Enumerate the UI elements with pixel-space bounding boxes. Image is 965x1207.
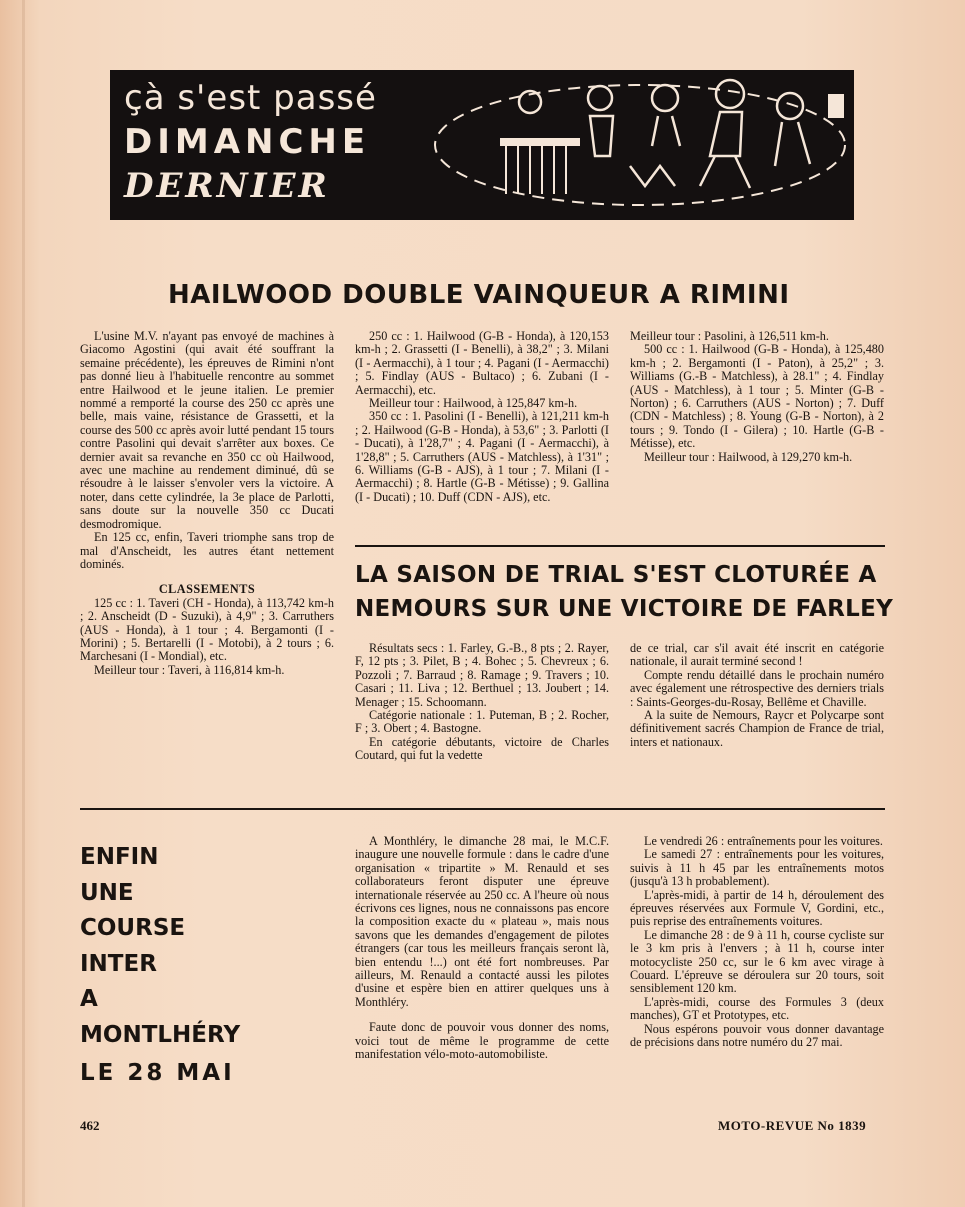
page-number: 462 (80, 1118, 100, 1133)
divider-rule (355, 545, 885, 547)
article-2-paragraph: En catégorie débutants, victoire de Charles Coutard, qui fut la vedette (355, 734, 609, 763)
article-1-column-3 (630, 330, 884, 464)
article-2-column-1 (355, 642, 609, 763)
article-3-column-2 (630, 835, 884, 1050)
article-3-paragraph: Le dimanche 28 : de 9 à 11 h, course cycliste sur le 3 km pris à l'envers ; à 11 h, course inter motocycliste 250 cc, sur le 6 km avec virage à Couard. L'épreuve se déroulera sur 20 tours, soit sensiblement 120 km. (630, 927, 884, 996)
classement-350cc: 350 cc : 1. Pasolini (I - Benelli), à 121,211 km-h ; 2. Hailwood (G-B - Honda), à 53,6" ; 3. Parlotti (I - Ducati), à 1'28,7" ; 4. Pagani (I - Aermacchi), à 1'28,8" ; 5. Carruthers (AUS - Matchless), à 1'31" ; 6. Williams (G-B - AJS), à 1 tour ; 7. Milani (I - Aermacchi) ; 8. Hartle (G-B - Métisse) ; 9. Gallina (I - Ducati) ; 10. Duff (CDN - AJS), etc. (355, 409, 609, 504)
article-1-paragraph: L'usine M.V. n'ayant pas envoyé de machines à Giacomo Agostini (qui avait été souffrant la semaine précédente), les épreuves de Rimini n'ont pas donné lieu à l'habituelle rencontre au sommet entre Hailwood et le jeune italien. Le premier nommé a remporté la course des 250 cc après une belle, mais vaine, résistance de Grassetti, et la course des 500 cc après avoir lutté pendant 15 tours contre Pasolini qui devait s'arrêter aux boxes. Ce dernier avait sa revanche en 350 cc où Hailwood, avec une machine au rendement diminué, dû se résoudre à le laisser s'envoler vers la victoire. A noter, dans cette cylindrée, la 3e place de Parlotti, sans doute sur la nouvelle 350 cc Ducati desmodromique. (80, 329, 334, 531)
classement-125cc-best-lap: Meilleur tour : Taveri, à 116,814 km-h. (94, 662, 285, 677)
article-3-title-line: UNE (80, 879, 134, 906)
article-3-title (80, 840, 310, 1053)
article-2-column-2 (630, 642, 884, 749)
article-1-headline: HAILWOOD DOUBLE VAINQUEUR A RIMINI (168, 280, 790, 310)
classement-350cc-best-lap: Meilleur tour : Pasolini, à 126,511 km-h. (630, 329, 829, 343)
banner-illustration (430, 76, 850, 214)
article-1-column-2 (355, 330, 609, 504)
classement-500cc: 500 cc : 1. Hailwood (G-B - Honda), à 125,480 km-h ; 2. Bergamonti (I - Paton), à 25,2" ; 3. Williams (G.-B - Matchless), à 28.1" ; 4. Findlay (AUS - Matchless), à 1 tour ; 5. Minter (G-B - Norton) ; 6. Carruthers (AUS - Norton) ; 7. Duff (CDN - Matchless) ; 8. Young (G-B - Norton), à 2 tours ; 9. Tondo (I - Gilera) ; 10. Hartle (G-B - Métisse), etc. (630, 342, 884, 451)
article-1-column-1 (80, 330, 334, 677)
article-3-paragraph: Nous espérons pouvoir vous donner davantage de précisions dans notre numéro du 27 mai. (630, 1021, 884, 1050)
article-3-subtitle: LE 28 MAI (80, 1060, 235, 1086)
article-2-headline-line-2: NEMOURS SUR UNE VICTOIRE DE FARLEY (355, 596, 894, 622)
section-banner (110, 70, 854, 220)
article-3-paragraph: A Monthléry, le dimanche 28 mai, le M.C.F. inaugure une nouvelle formule : dans le cadre d'une organisation « tripartite » M. Renauld et ses collaborateurs feront disputer une épreuve internationale réservée au 250 cc. A l'heure où nous écrivons ces lignes, nous ne connaissons pas encore la composition exacte du « plateau », mais nous savons que les demandes d'engagement de pilotes étrangers (car tous les meilleurs français seront là, bien entendu !...) ont été fort nombreuses. Par ailleurs, M. Renauld a contacté aussi les pilotes d'usine et espère bien en attirer quelques uns à Monthléry. (355, 834, 609, 1009)
article-3-paragraph: Le samedi 27 : entraînements pour les voitures, suivis à 11 h 45 par les entraînements motos (jusqu'à 13 h probablement). (630, 847, 884, 889)
banner-line-3: DERNIER (124, 166, 330, 206)
classements-title: CLASSEMENTS (158, 582, 256, 597)
article-3-title-line: MONTLHÉRY (80, 1021, 241, 1048)
article-3-paragraph: Le vendredi 26 : entraînements pour les voitures. (644, 834, 883, 848)
article-3-column-1 (355, 835, 609, 1062)
article-3-title-line: ENFIN (80, 844, 159, 870)
article-3-paragraph: L'après-midi, à partir de 14 h, déroulement des épreuves réservées aux Formule V, Gordini, etc., puis reprise des entraînements voitures. (630, 887, 884, 929)
article-1-paragraph: En 125 cc, enfin, Taveri triomphe sans trop de mal d'Anscheidt, les autres étant nettement dominés. (80, 530, 334, 571)
article-2-paragraph: Catégorie nationale : 1. Puteman, B ; 2. Rocher, F ; 3. Obert ; 4. Bastogne. (355, 708, 609, 736)
article-2-headline-line-1: LA SAISON DE TRIAL S'EST CLOTURÉE A (355, 562, 877, 588)
divider-rule (80, 808, 885, 810)
classement-250cc: 250 cc : 1. Hailwood (G-B - Honda), à 120,153 km-h ; 2. Grassetti (I - Benelli), à 38,2" ; 3. Milani (I - Aermacchi), à 1 tour ; 4. Pagani (I - Aermacchi) ; 5. Findlay (AUS - Bultaco) ; 6. Zubani (I - Aermacchi), etc. (355, 329, 609, 397)
article-3-title-line: COURSE (80, 915, 186, 941)
article-3-title-line: A (80, 986, 98, 1012)
article-2-paragraph: A la suite de Nemours, Raycr et Polycarpe sont définitivement sacrés Champion de France de trial, inters et nationaux. (630, 708, 884, 749)
classement-500cc-best-lap: Meilleur tour : Hailwood, à 129,270 km-h. (644, 449, 853, 464)
article-2-paragraph: Compte rendu détaillé dans le prochain numéro avec également une rétrospective des derniers trials : Saints-Georges-du-Rosay, Bellême et Chaville. (630, 667, 884, 709)
page-fold-shadow (22, 0, 25, 1207)
classement-250cc-best-lap: Meilleur tour : Hailwood, à 125,847 km-h. (369, 396, 578, 411)
article-2-paragraph: de ce trial, car s'il avait été inscrit en catégorie nationale, il aurait terminé second ! (630, 641, 884, 669)
article-3-paragraph: L'après-midi, course des Formules 3 (deux manches), GT et Prototypes, etc. (630, 994, 884, 1023)
banner-line-2: DIMANCHE (124, 122, 371, 162)
publication-name: MOTO-REVUE No 1839 (718, 1118, 867, 1133)
article-3-title-line: INTER (80, 950, 157, 977)
article-3-paragraph: Faute donc de pouvoir vous donner des noms, voici tout de même le programme de cette manifestation vélo-moto-automobiliste. (355, 1020, 609, 1062)
banner-line-1: çà s'est passé (124, 78, 377, 118)
classement-125cc: 125 cc : 1. Taveri (CH - Honda), à 113,742 km-h ; 2. Anscheidt (D - Suzuki), à 4,9" ; 3. Carruthers (AUS - Honda), à 1 tour ; 4. Bergamonti (I - Morini) ; 5. Bertarelli (I - Motobi), à 2 tours ; 6. Marchesani (I - Mondial), etc. (80, 595, 334, 664)
article-2-paragraph: Résultats secs : 1. Farley, G.-B., 8 pts ; 2. Rayer, F, 12 pts ; 3. Pilet, B ; 4. Bohec ; 5. Chevreux ; 6. Pozzoli ; 7. Barraud ; 8. Ramage ; 9. Travers ; 10. Casari ; 11. Liva ; 12. Berthuel ; 13. Joubert ; 14. Menager ; 15. Schoomann. (355, 641, 609, 709)
